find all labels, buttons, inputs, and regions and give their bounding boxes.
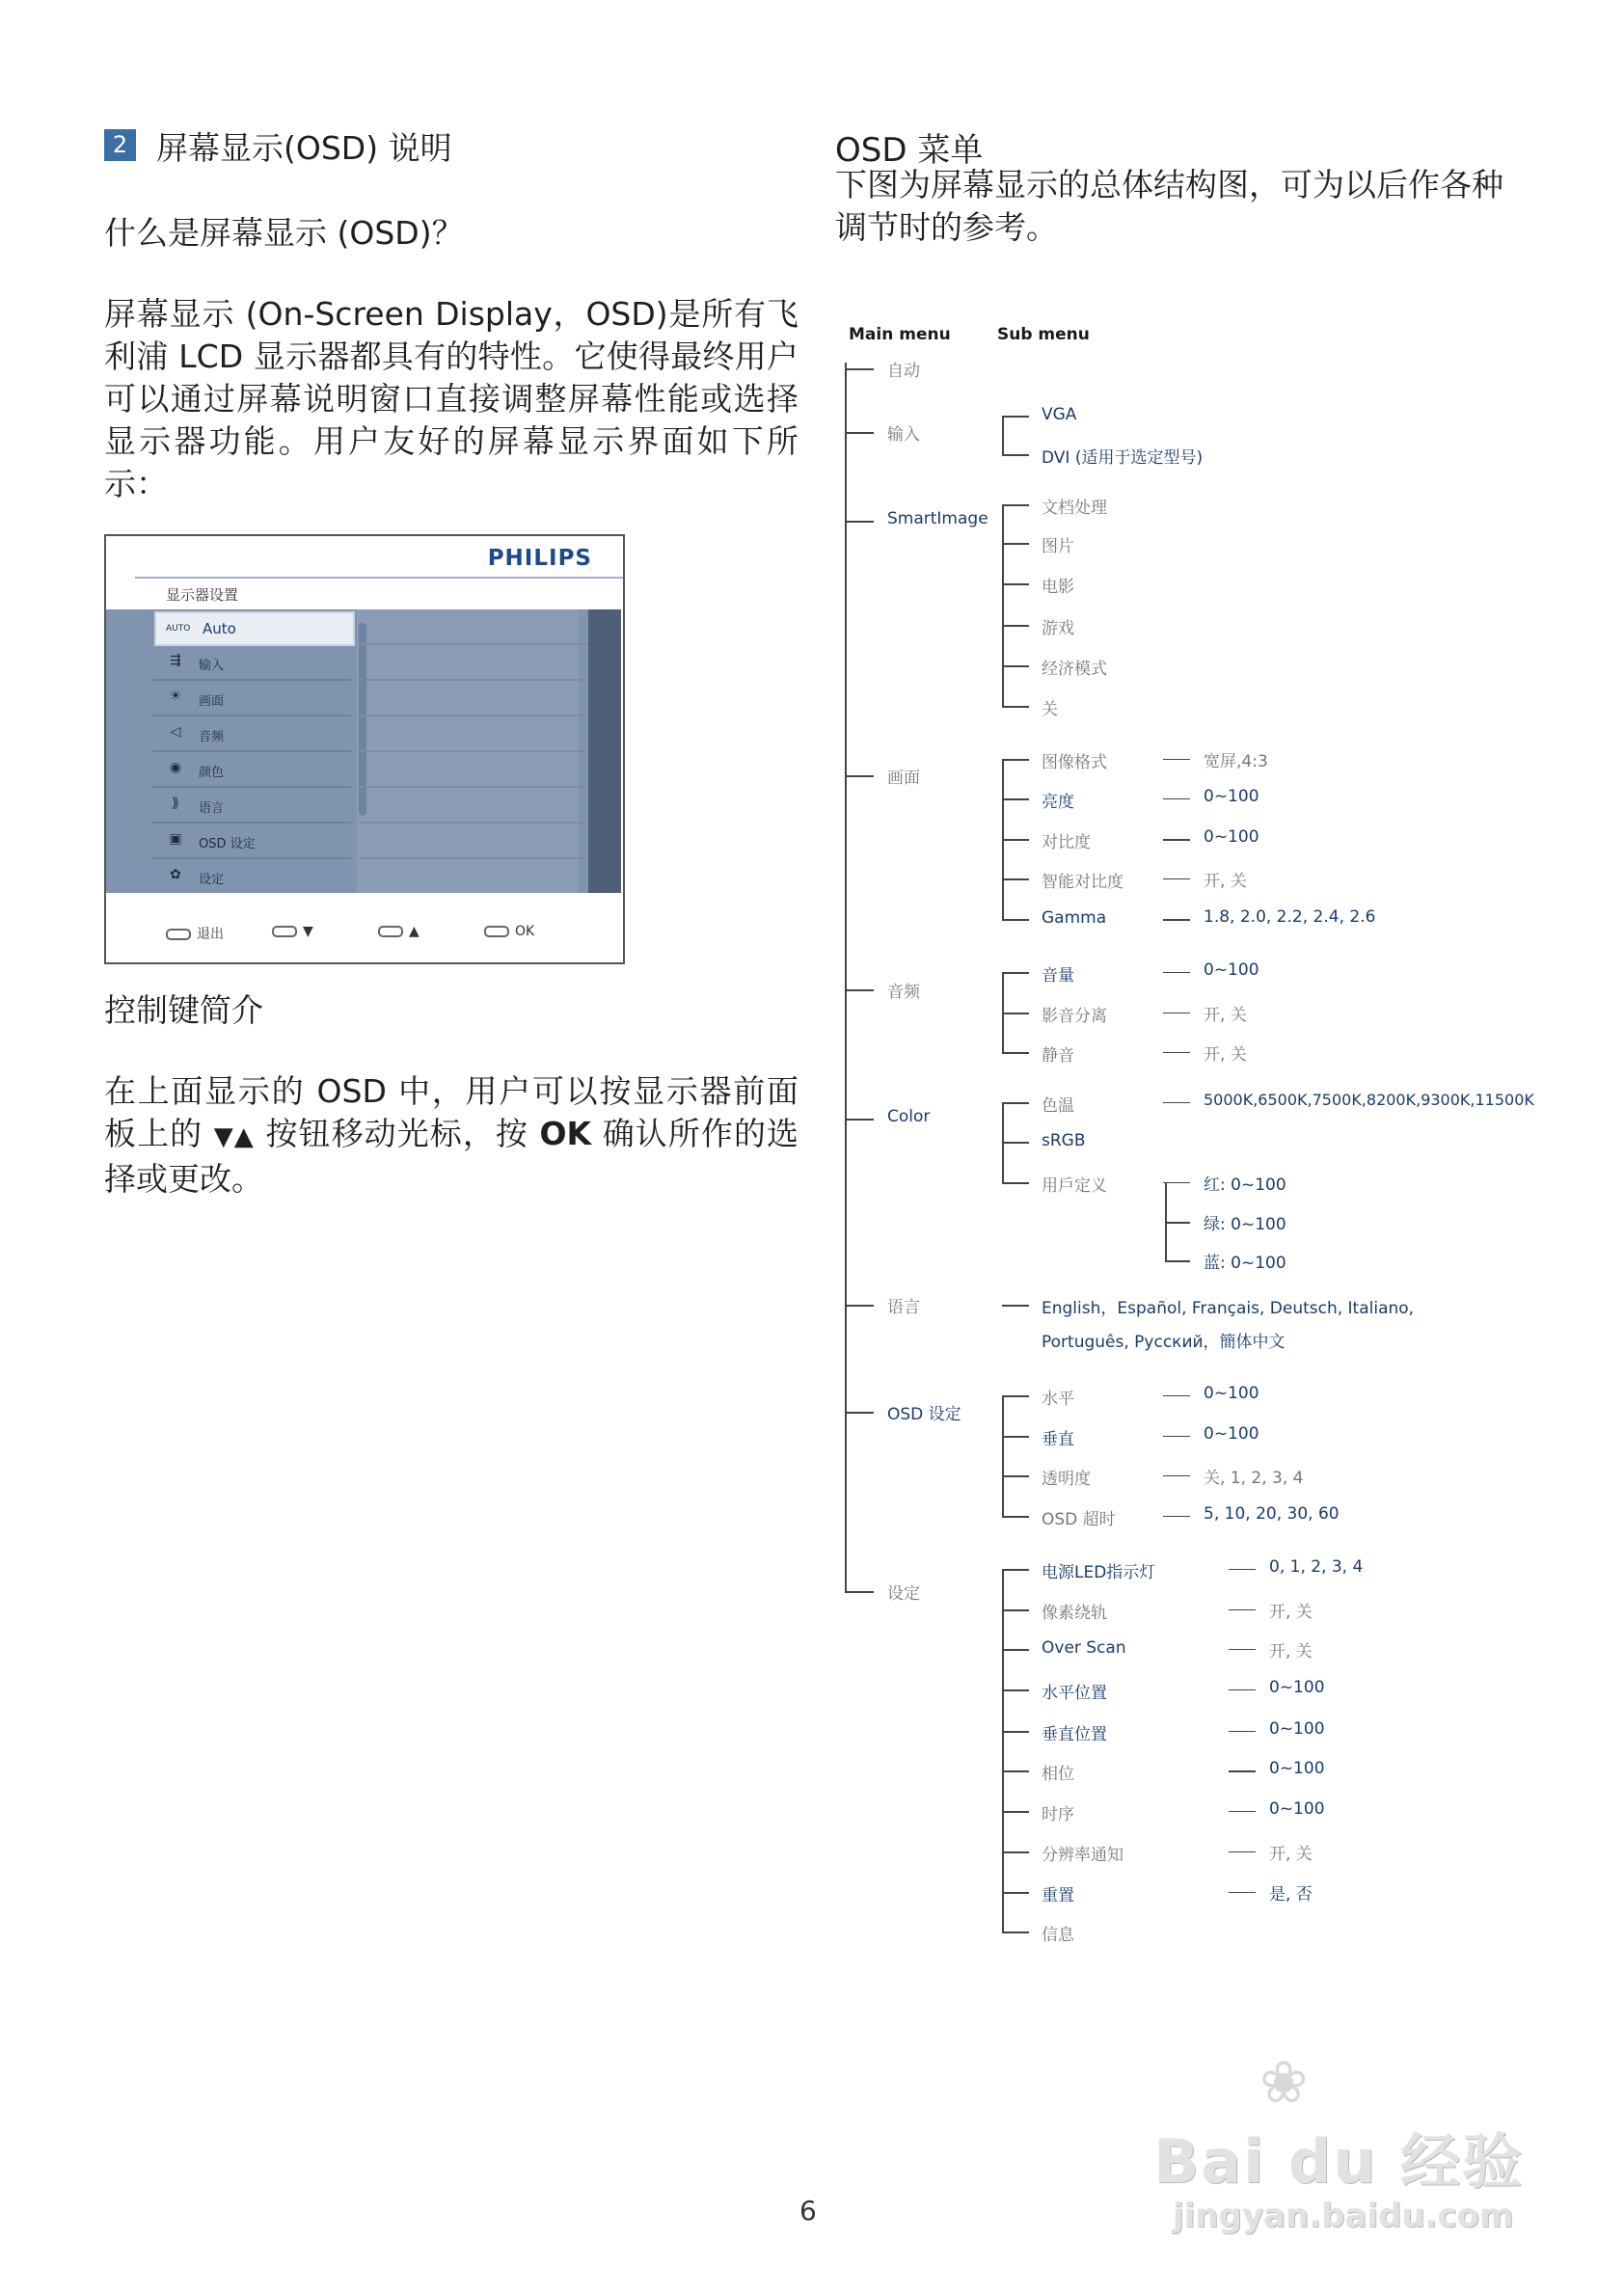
osd-item-label: Auto (203, 620, 236, 637)
osd-screenshot (104, 534, 625, 964)
sub-value: 是, 否 (1269, 1885, 1313, 1904)
sub-item: 游戏 (1042, 619, 1074, 638)
value-dash (1163, 919, 1190, 921)
sub-value: 蓝: 0~100 (1204, 1254, 1286, 1273)
sub-item: 电影 (1042, 578, 1074, 597)
tree-branch (1002, 1395, 1029, 1397)
speaker-icon: ◁ (170, 724, 181, 740)
osd-menu-title: OSD 菜单 (835, 131, 984, 170)
text: 确认所作的选择或更改。 (104, 1115, 798, 1198)
sub-menu-header: Sub menu (997, 325, 1090, 344)
exit-button (166, 924, 224, 943)
controls-paragraph (104, 1070, 798, 1201)
main-auto: 自动 (887, 362, 920, 381)
tree-branch (845, 1591, 874, 1593)
sub-value: 开, 关 (1204, 1045, 1247, 1065)
tree-branch (1002, 1851, 1029, 1853)
sub-item: OSD 超时 (1042, 1510, 1116, 1529)
sub-value: 0~100 (1204, 787, 1259, 806)
sub-dvi: DVI (适用于选定型号) (1042, 448, 1204, 468)
tree-branch (1165, 1222, 1190, 1224)
tree-branch (1002, 798, 1029, 800)
sub-item: 用戶定义 (1042, 1176, 1107, 1196)
tree-branch (1002, 878, 1029, 880)
button-label: 退出 (197, 927, 224, 942)
text: 按钮移动光标，按 (265, 1115, 528, 1152)
key-icon (166, 929, 191, 940)
tree-branch (1002, 839, 1029, 841)
language-list: English，Español, Français, Deutsch, Italiano, (1042, 1299, 1415, 1318)
osd-item-label: 画面 (199, 694, 225, 709)
sub-item: 关 (1042, 700, 1058, 719)
value-dash (1163, 1395, 1190, 1396)
tree-sub-trunk (1002, 504, 1004, 706)
tree-branch (1002, 919, 1029, 921)
osd-item-language (152, 789, 351, 824)
osd-item-label: 语言 (199, 801, 225, 816)
tree-branch (1002, 1013, 1029, 1014)
tree-branch (1002, 1770, 1029, 1772)
sub-item: 对比度 (1042, 833, 1091, 852)
sub-item: 像素绕轨 (1042, 1604, 1107, 1623)
sub-value: 开, 关 (1204, 872, 1247, 891)
key-icon (484, 926, 509, 937)
tree-branch (1002, 1931, 1029, 1933)
sub-item: 信息 (1042, 1926, 1074, 1945)
osd-item-label: 音频 (199, 730, 225, 744)
sub-item: 影音分离 (1042, 1007, 1107, 1026)
osd-item-label: 设定 (199, 873, 225, 887)
tree-branch (845, 368, 874, 370)
sub-item: 相位 (1042, 1765, 1074, 1784)
sub-value: 宽屏,4:3 (1204, 752, 1268, 771)
sub-item: 亮度 (1042, 793, 1074, 812)
value-dash (1229, 1689, 1256, 1690)
value-dash (1163, 1102, 1190, 1103)
watermark-brand: Bai du 经验 (1153, 2126, 1525, 2197)
sub-item: 分辨率通知 (1042, 1846, 1123, 1865)
sub-item: 色温 (1042, 1096, 1074, 1116)
paw-icon: ❀ (1259, 2049, 1309, 2117)
value-dash (1229, 1609, 1256, 1610)
submenu-row (359, 716, 588, 752)
osd-item-picture (152, 682, 351, 716)
main-setup: 设定 (887, 1584, 920, 1604)
intro-paragraph: 屏幕显示 (On-Screen Display，OSD)是所有飞利浦 LCD 显示器都具有的特性。它使得最终用户可以通过屏幕说明窗口直接调整屏幕性能或选择显示器功能。用户友好的屏幕显示界面如下所示： (104, 295, 798, 502)
tree-branch (1002, 706, 1029, 708)
sub-value: 1.8, 2.0, 2.2, 2.4, 2.6 (1204, 907, 1376, 927)
value-dash (1229, 1770, 1256, 1772)
sub-item: 重置 (1042, 1886, 1074, 1905)
value-dash (1163, 1182, 1190, 1183)
key-icon (378, 926, 403, 937)
main-picture: 画面 (887, 769, 920, 788)
value-dash (1229, 1851, 1256, 1852)
brightness-icon: ☀ (169, 689, 182, 704)
osd-icon: ▣ (169, 831, 182, 847)
osd-button-bar (106, 893, 621, 960)
submenu-row (359, 681, 588, 716)
sub-value: 0~100 (1269, 1759, 1325, 1778)
value-dash (1163, 1475, 1190, 1476)
value-dash (1229, 1811, 1256, 1812)
question-heading: 什么是屏幕显示 (OSD)？ (104, 214, 464, 252)
main-color: Color (887, 1107, 931, 1126)
submenu-row (359, 609, 588, 645)
osd-item-auto (154, 611, 355, 646)
tree-branch (1002, 1731, 1029, 1733)
sub-item: 水平 (1042, 1390, 1074, 1409)
sub-item: sRGB (1042, 1131, 1086, 1150)
tree-branch (1002, 665, 1029, 667)
sub-value: 0~100 (1269, 1678, 1325, 1697)
value-dash (1163, 1052, 1190, 1053)
value-dash (1163, 759, 1190, 760)
sub-item: Gamma (1042, 908, 1107, 928)
section-number: 2 (104, 129, 136, 161)
philips-logo: PHILIPS (487, 546, 592, 571)
tree-branch (1002, 454, 1029, 456)
sub-item: 时序 (1042, 1805, 1074, 1824)
sub-item: 音量 (1042, 966, 1074, 986)
osd-menu-title: 显示器设置 (166, 586, 239, 604)
value-dash (1229, 1569, 1256, 1570)
tree-sub-trunk (1002, 1395, 1004, 1517)
button-label: ▲ (409, 924, 420, 939)
tree-branch (845, 1119, 874, 1121)
sub-value: 关, 1, 2, 3, 4 (1204, 1469, 1304, 1488)
main-language: 语言 (887, 1298, 920, 1317)
value-dash (1163, 798, 1190, 799)
sub-value: 0~100 (1204, 827, 1259, 847)
button-label: ▼ (303, 924, 313, 939)
auto-icon: AUTO (166, 624, 191, 634)
value-dash (1163, 878, 1190, 879)
key-icon (272, 926, 297, 937)
osd-item-setup (152, 860, 351, 893)
color-icon: ◉ (169, 760, 182, 775)
tree-trunk (845, 363, 847, 1592)
tree-branch (1002, 583, 1029, 585)
osd-right-bar (588, 609, 621, 893)
osd-item-label: 输入 (199, 659, 225, 673)
sub-item: 经济模式 (1042, 660, 1107, 679)
tree-branch (845, 1412, 874, 1414)
tree-branch (1002, 1569, 1029, 1571)
sub-item: 图片 (1042, 537, 1074, 556)
sub-value: 开, 关 (1269, 1603, 1313, 1622)
tree-branch (845, 989, 874, 991)
controls-heading: 控制键简介 (104, 991, 263, 1029)
watermark-url: jingyan.baidu.com (1173, 2197, 1514, 2235)
sub-value: 0~100 (1204, 1424, 1259, 1444)
value-dash (1163, 972, 1190, 973)
sub-item: 电源LED指示灯 (1042, 1563, 1156, 1582)
sub-item: 图像格式 (1042, 753, 1107, 772)
tree-branch (1002, 972, 1029, 974)
text: 在上面显示的 OSD 中，用户可以按显示器前面板上的 (104, 1072, 798, 1152)
main-audio: 音频 (887, 983, 920, 1002)
tree-branch (1002, 504, 1029, 506)
tree-branch (1002, 1052, 1029, 1054)
sub-value: 5, 10, 20, 30, 60 (1204, 1504, 1340, 1524)
sub-item: 智能对比度 (1042, 873, 1123, 892)
tree-branch (1002, 1649, 1029, 1651)
sub-item: 水平位置 (1042, 1684, 1107, 1703)
tree-branch (1002, 1102, 1029, 1104)
sub-value: 开, 关 (1269, 1845, 1313, 1864)
gear-icon: ✿ (170, 867, 181, 882)
tree-branch (1002, 416, 1029, 418)
button-label: OK (515, 924, 535, 939)
tree-branch (1002, 1689, 1029, 1691)
language-list: Português, Русский，簡体中文 (1042, 1333, 1286, 1352)
tree-sub-trunk (1002, 1569, 1004, 1932)
value-dash (1163, 839, 1190, 841)
sub-value: 5000K,6500K,7500K,8200K,9300K,11500K (1204, 1091, 1534, 1109)
main-smartimage: SmartImage (887, 509, 988, 528)
main-osd-settings: OSD 设定 (887, 1405, 961, 1424)
ok-button (484, 924, 534, 939)
osd-item-osd-settings (152, 824, 351, 859)
sub-value: 0~100 (1204, 960, 1259, 980)
submenu-row (359, 645, 588, 681)
osd-item-audio (152, 717, 351, 752)
down-button (272, 924, 313, 939)
divider (135, 577, 623, 579)
tree-branch (1002, 1142, 1029, 1144)
osd-menu-description: 下图为屏幕显示的总体结构图，可为以后作各种调节时的参考。 (835, 166, 1503, 246)
up-button (378, 924, 420, 939)
value-dash (1229, 1649, 1256, 1650)
tree-branch (845, 775, 874, 777)
page-number: 6 (799, 2195, 817, 2227)
sub-value: 0, 1, 2, 3, 4 (1269, 1557, 1364, 1577)
main-menu-header: Main menu (849, 325, 951, 344)
sub-item: 静音 (1042, 1046, 1074, 1066)
arrow-keys: ▼▲ (213, 1122, 255, 1151)
value-dash (1163, 1516, 1190, 1517)
sub-value: 0~100 (1269, 1719, 1325, 1739)
sub-value: 绿: 0~100 (1204, 1215, 1286, 1234)
tree-branch (1165, 1260, 1190, 1262)
value-dash (1229, 1892, 1256, 1893)
tree-branch (1002, 1609, 1029, 1611)
sub-item: 透明度 (1042, 1470, 1091, 1489)
tree-branch (845, 1305, 874, 1307)
tree-branch (1002, 1436, 1029, 1438)
value-dash (1229, 1731, 1256, 1732)
sub-vga: VGA (1042, 405, 1077, 424)
main-input: 输入 (887, 425, 920, 445)
sub-item: 垂直 (1042, 1430, 1074, 1449)
sub-value: 开, 关 (1204, 1006, 1247, 1025)
sub-value: 开, 关 (1269, 1642, 1313, 1661)
ok-key: OK (539, 1115, 592, 1152)
submenu-row (359, 752, 588, 788)
tree-sub-trunk (1002, 416, 1004, 456)
language-icon: ⟫ (172, 796, 179, 811)
tree-branch (1002, 759, 1029, 761)
tree-branch (1002, 625, 1029, 627)
sub-value: 红: 0~100 (1204, 1175, 1286, 1195)
sub-item: Over Scan (1042, 1638, 1126, 1658)
tree-branch (1002, 1182, 1029, 1184)
tree-branch (845, 521, 874, 523)
osd-item-color (152, 753, 351, 788)
tree-branch (1002, 1475, 1029, 1477)
tree-branch (1002, 1516, 1029, 1518)
tree-branch (1002, 1305, 1029, 1307)
osd-item-label: OSD 设定 (199, 837, 256, 851)
sub-value: 0~100 (1204, 1384, 1259, 1403)
submenu-row (359, 824, 588, 859)
tree-branch (845, 432, 874, 434)
tree-branch (1002, 543, 1029, 545)
submenu-row (359, 788, 588, 824)
sub-item: 垂直位置 (1042, 1725, 1107, 1744)
input-icon: ⇶ (170, 653, 181, 668)
sub-value: 0~100 (1269, 1799, 1325, 1819)
tree-branch (1002, 1811, 1029, 1813)
baidu-watermark (1153, 2049, 1558, 2266)
value-dash (1163, 1436, 1190, 1437)
tree-branch (1002, 1892, 1029, 1894)
osd-item-label: 颜色 (199, 766, 225, 780)
sub-item: 文档处理 (1042, 499, 1107, 518)
osd-item-input (152, 646, 351, 681)
section-title: 屏幕显示(OSD) 说明 (156, 129, 452, 167)
